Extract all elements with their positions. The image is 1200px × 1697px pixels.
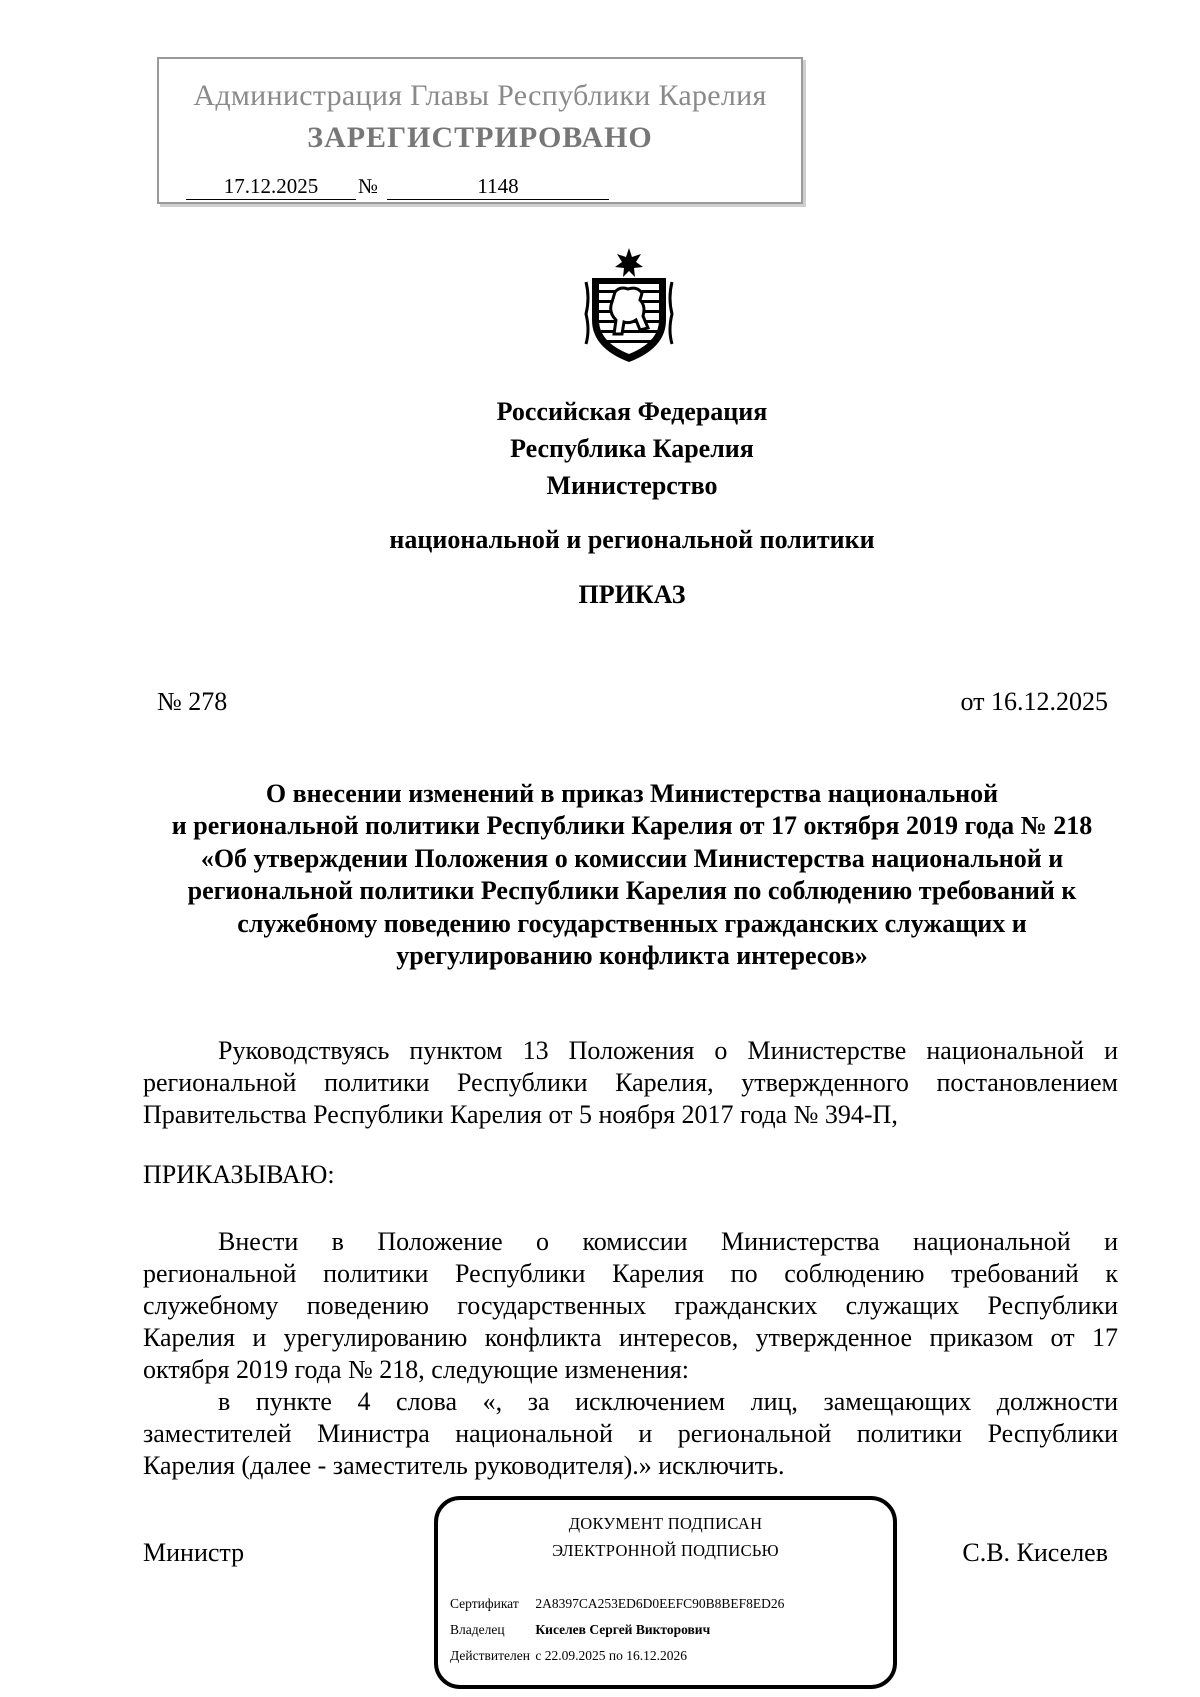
registration-status: ЗАРЕГИСТРИРОВАНО — [307, 121, 653, 154]
registration-number: 1148 — [387, 174, 609, 200]
header-region: Республика Карелия — [510, 434, 754, 463]
document-title — [140, 778, 1124, 972]
change-line: Карелия (далее - заместитель руководителя).» исключить. — [143, 1451, 785, 1480]
order-number: № 278 — [157, 687, 228, 716]
amendment-line: региональной политики Республики Карелия по соблюдению требований к — [143, 1259, 1118, 1288]
header-doc-type: ПРИКАЗ — [578, 580, 686, 609]
title-line: служебному поведению государственных гражданских служащих и — [237, 908, 1027, 938]
basis-line: Руководствуясь пунктом 13 Положения о Министерстве национальной и — [218, 1036, 1118, 1065]
change-paragraph — [143, 1386, 1118, 1482]
title-line: «Об утверждении Положения о комиссии Министерства национальной и — [200, 843, 1064, 873]
stamp-owner-label: Владелец — [450, 1622, 505, 1637]
header-ministry: Министерство — [546, 471, 718, 500]
title-line: и региональной политики Республики Карелия от 17 октября 2019 года № 218 — [171, 811, 1093, 841]
signature-name: С.В. Киселев — [962, 1538, 1108, 1567]
change-line: заместителей Министра национальной и региональной политики Республики — [143, 1419, 1118, 1448]
amendment-paragraph — [143, 1226, 1118, 1386]
amendment-line: служебному поведению государственных гражданских служащих Республики — [143, 1291, 1118, 1320]
stamp-owner: Киселев Сергей Викторович — [535, 1622, 711, 1637]
title-line: О внесении изменений в приказ Министерства национальной — [265, 779, 999, 808]
registration-stamp — [157, 57, 803, 204]
amendment-line: Внести в Положение о комиссии Министерства национальной и — [218, 1227, 1118, 1256]
signature-position: Министр — [143, 1538, 245, 1567]
header-ministry-name: национальной и региональной политики — [389, 525, 875, 554]
registration-date: 17.12.2025 — [186, 174, 356, 200]
stamp-valid-row — [450, 1648, 687, 1664]
amendment-line: Карелия и урегулированию конфликта интересов, утвержденное приказом от 17 — [143, 1323, 1118, 1352]
title-line: урегулированию конфликта интересов» — [396, 941, 868, 971]
stamp-certificate-row — [450, 1596, 784, 1612]
coat-of-arms-icon — [582, 248, 676, 364]
title-line: региональной политики Республики Карелия по соблюдению требований к — [187, 876, 1077, 906]
basis-line: Правительства Республики Карелия от 5 ноября 2017 года № 394-П, — [143, 1100, 898, 1129]
stamp-title-line1: ДОКУМЕНТ ПОДПИСАН — [568, 1514, 763, 1533]
amendment-line: октября 2019 года № 218, следующие изменения: — [143, 1355, 689, 1384]
stamp-valid: с 22.09.2025 по 16.12.2026 — [535, 1648, 687, 1663]
stamp-certificate-label: Сертификат — [450, 1596, 519, 1611]
stamp-owner-row — [450, 1622, 710, 1638]
decree-word: ПРИКАЗЫВАЮ: — [143, 1160, 335, 1189]
stamp-title-line2: ЭЛЕКТРОННОЙ ПОДПИСЬЮ — [552, 1541, 779, 1560]
order-date: от 16.12.2025 — [960, 687, 1108, 716]
registration-number-label: № — [358, 174, 379, 198]
basis-paragraph — [143, 1035, 1118, 1131]
stamp-certificate: 2A8397CA253ED6D0EEFC90B8BEF8ED26 — [535, 1596, 785, 1611]
registration-organization: Администрация Главы Республики Карелия — [193, 79, 767, 112]
basis-line: региональной политики Республики Карелия, утвержденного постановлением — [143, 1068, 1118, 1097]
change-line: в пункте 4 слова «, за исключением лиц, замещающих должности — [218, 1387, 1118, 1416]
stamp-valid-label: Действителен — [450, 1648, 530, 1663]
header-country: Российская Федерация — [496, 397, 768, 426]
e-signature-stamp — [434, 1496, 897, 1689]
